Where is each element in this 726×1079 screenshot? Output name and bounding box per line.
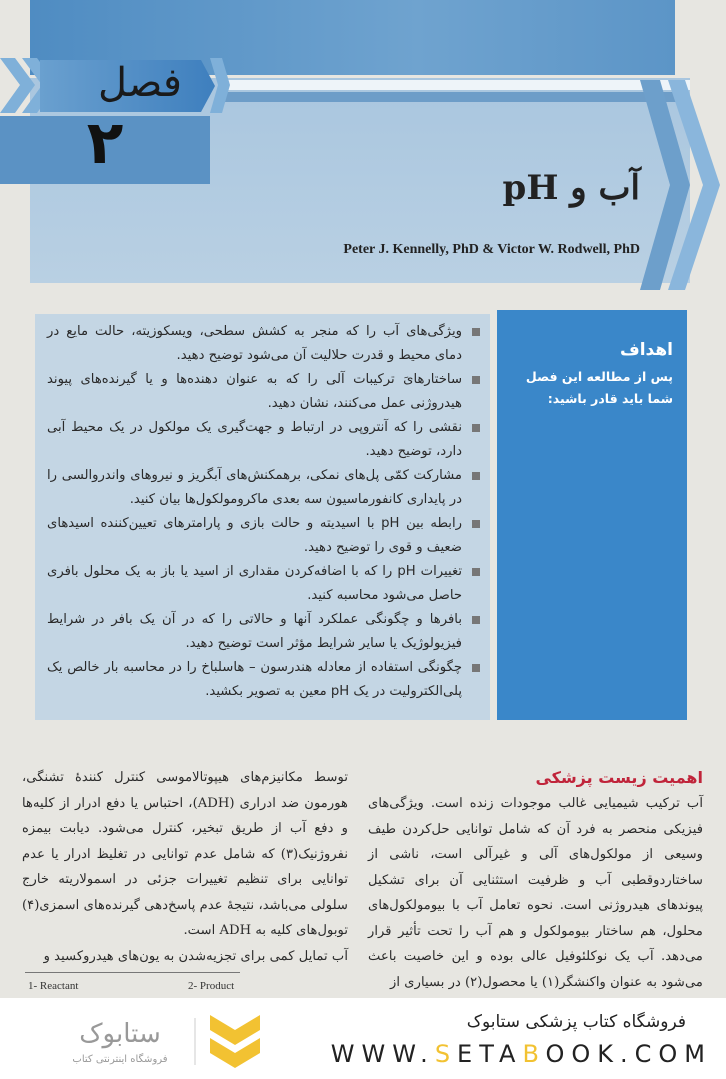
section-heading: اهمیت زیست پزشکی [535,768,703,787]
divider [225,92,685,102]
bullet-icon [472,472,480,480]
paragraph: آب تمایل کمی برای تجزیه‌شدن به یون‌های هیدروکسید و [43,948,348,964]
list-item [47,656,480,704]
bullet-icon [472,520,480,528]
authors: Peter J. Kennelly, PhD & Victor W. Rodwell, PhD [343,242,640,257]
goals-intro: پس از مطالعه این فصل شما باید قادر باشید: [525,369,673,406]
list-item [47,320,480,368]
bullet-icon [472,616,480,624]
chapter-title: آب و pH [502,168,640,208]
objective-text: مشارکت کمّی پل‌های نمکی، برهمکنش‌های آبگریز و نیروهای واندروالسی را در پایداری کانفورماسیون سه بعدی ماکرومولکول‌ها بیان کنید. [47,468,462,507]
objectives-list [35,314,490,720]
chapter-number: ۲ [86,108,124,178]
shop-url[interactable]: WWW.SETABOOK.COM [330,1040,712,1068]
bullet-icon [472,376,480,384]
setabook-logo-icon [35,1010,275,1072]
divider [220,80,690,90]
bullet-icon [472,664,480,672]
body-column-right [368,765,703,995]
list-item [47,464,480,512]
paragraph: آب ترکیب شیمیایی غالب موجودات زنده است. ویژگی‌های فیزیکی منحصر به فرد آن که شامل توانایی حل‌کردن طیف وسیعی از مولکول‌های آلی و غیرآلی است، ناشی از ساختاردوقطبی آب و ظرفیت استثنایی آن برای تشکیل پیوندهای هیدروژنی است. نحوه تعامل آب با بیومولکول‌های محلول، هم ساختار بیومولکول و هم آب را تحت تأثیر قرار می‌دهد. آب یک نوکلئوفیل عالی بوده و این خاصیت باعث می‌شود به عنوان واکنشگر(۱) یا محصول(۲) در بسیاری از [368,796,703,990]
objective-text: چگونگی استفاده از معادله هندرسون – هاسلباخ را در محاسبه بار خالص یک پلی‌الکترولیت در یک pH معین به تصویر بکشید. [47,660,462,699]
footnote-divider [25,972,240,973]
footnote: 1- Reactant [28,980,79,992]
list-item [47,416,480,464]
footnote: 2- Product [188,980,235,992]
bullet-icon [472,568,480,576]
shop-name: فروشگاه کتاب پزشکی ستابوک [466,1012,686,1032]
goals-heading: اهداف [619,340,673,360]
objective-text: ساختارهایَ ترکیبات آلی را که به عنوان دهنده‌ها و یا گیرنده‌های پیوند هیدروژنی عمل می‌کنند، نشان دهید. [47,372,462,411]
body-column-left [22,765,348,969]
list-item [47,368,480,416]
objective-text: نقشی را که آنتروپی در ارتباط و جهت‌گیری یک مولکول در یک محیط آبی دارد، توضیح دهید. [47,420,462,459]
chapter-label: فصل [97,60,183,106]
svg-text:ستابوک: ستابوک [79,1019,161,1049]
list-item [47,512,480,560]
objective-text: بافرها و چگونگی عملکرد آنها و حالاتی را که در آن یک بافر در شرایط فیزیولوژیک یا سایر شرایط مؤثر است توضیح دهید. [47,612,462,651]
bullet-icon [472,424,480,432]
list-item [47,560,480,608]
svg-text:فروشگاه اینترنتی کتاب: فروشگاه اینترنتی کتاب [72,1054,168,1065]
objective-text: رابطه بین pH با اسیدیته و حالت بازی و پارامترهای تعیین‌کننده اسیدهای ضعیف و قوی را توضیح دهید. [47,516,462,555]
bullet-icon [472,328,480,336]
objective-text: تغییرات pH را که با اضافه‌کردن مقداری از اسید یا باز به یک محلول بافری حاصل می‌شود محاسبه کنید. [47,564,462,603]
list-item [47,608,480,656]
paragraph: توسط مکانیزم‌های هیپوتالاموسی کنترل کنندهٔ تشنگی، هورمون ضد ادراری (ADH)، احتباس یا دفع ادرار از کلیه‌ها و دفع آب از طریق تبخیر، کنترل می‌شود. دیابت بیمزه نفروژنیک(۳) که شامل عدم توانایی در تغلیظ ادرار یا عدم توانایی برای تنظیم تغییرات جزئی در اسمولاریته خارج سلولی می‌باشد، نتیجهٔ عدم پاسخ‌دهی گیرنده‌های اسمزی(۴) توبول‌های کلیه به ADH است. [22,770,348,938]
chevron-decoration-icon [640,80,726,290]
objective-text: ویژگی‌های آب را که منجر به کشش سطحی، ویسکوزیته، حالت مایع در دمای محیط و قدرت حلالیت آن می‌شود توضیح دهید. [47,324,462,363]
goals-box [497,310,687,720]
